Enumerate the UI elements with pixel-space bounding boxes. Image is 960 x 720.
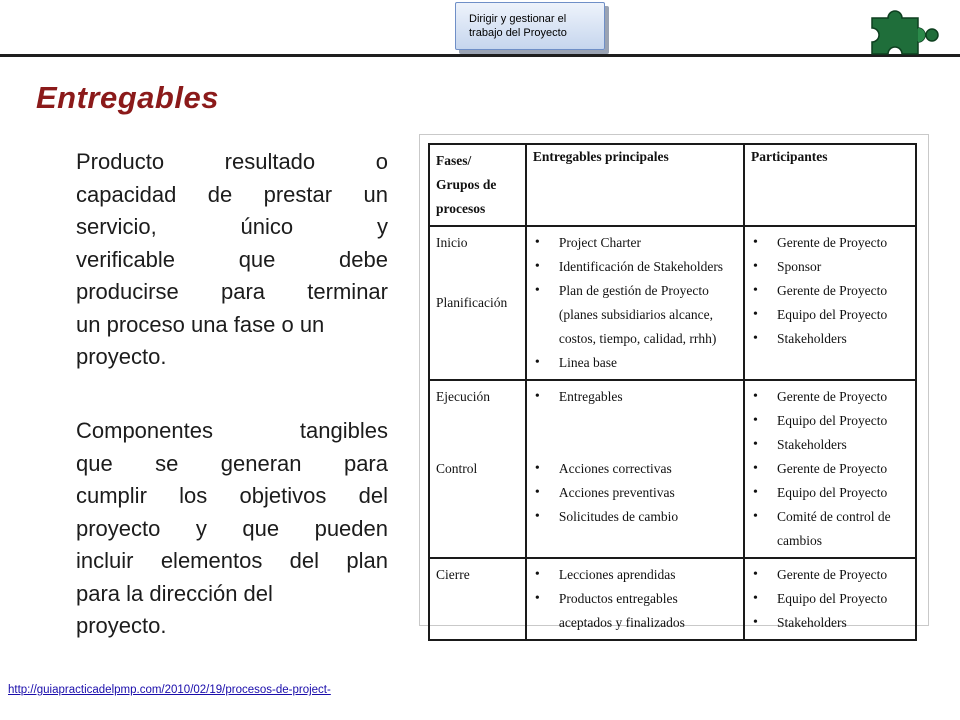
list-item: • Equipo del Proyecto [751, 409, 909, 433]
deliverables-cell [526, 558, 744, 640]
list-item: • Entregables [533, 385, 737, 409]
phase-label: Control [436, 461, 478, 476]
phase-cell [429, 380, 526, 558]
paragraph-line: Componentes tangibles [76, 418, 388, 443]
list-item: • Stakeholders [751, 611, 909, 635]
paragraph-line: un proceso una fase o un [76, 311, 325, 337]
list-item-continuation: aceptados y finalizados [558, 615, 685, 630]
process-header-line-2: trabajo del Proyecto [469, 27, 567, 39]
deliverables-table [428, 143, 917, 641]
paragraph-line: incluir elementos del plan [76, 548, 388, 573]
list-item [751, 505, 909, 553]
list-item: • Gerente de Proyecto [751, 563, 909, 587]
deliverables-cell [526, 226, 744, 380]
header-fases-line: Grupos de [436, 177, 497, 192]
puzzle-piece-icon [858, 4, 942, 66]
header-fases [429, 144, 526, 226]
phase-cell [429, 226, 526, 380]
header-entregables: Entregables principales [526, 144, 744, 226]
header-participantes: Participantes [744, 144, 916, 226]
process-header-line-1: Dirigir y gestionar el [469, 13, 567, 25]
list-item: • Project Charter [533, 231, 737, 255]
table-row [429, 226, 916, 380]
list-item-text: Plan de gestión de Proyecto [558, 283, 709, 298]
paragraph-line: capacidad de prestar un [76, 181, 388, 207]
participants-cell [744, 380, 916, 558]
list-item-text: Comité de control de [776, 509, 891, 524]
list-item: • Solicitudes de cambio [533, 505, 737, 529]
list-item [533, 587, 737, 635]
list-item-continuation: (planes subsidiarios alcance, [558, 307, 713, 322]
list-item: • Linea base [533, 351, 737, 375]
participants-cell [744, 558, 916, 640]
list-item: • Gerente de Proyecto [751, 231, 909, 255]
top-divider [0, 54, 960, 57]
list-item: • Gerente de Proyecto [751, 457, 909, 481]
table-row [429, 558, 916, 640]
list-item-continuation: cambios [776, 533, 822, 548]
components-paragraph [76, 415, 388, 643]
phase-cell [429, 558, 526, 640]
source-link[interactable]: http://guiapracticadelpmp.com/2010/02/19/procesos-de-project- [8, 684, 331, 696]
table-row [429, 380, 916, 558]
paragraph-line: proyecto. [76, 613, 167, 638]
header-fases-line: Fases/ [436, 153, 472, 168]
header-fases-line: procesos [436, 201, 486, 216]
list-item-continuation: costos, tiempo, calidad, rrhh) [558, 331, 717, 346]
list-item: • Stakeholders [751, 433, 909, 457]
paragraph-line: producirse para terminar [76, 279, 388, 304]
phase-label: Planificación [436, 295, 508, 310]
list-item: • Lecciones aprendidas [533, 563, 737, 587]
paragraph-line: verificable que debe [76, 246, 388, 272]
list-item: • Acciones correctivas [533, 457, 737, 481]
list-item: • Acciones preventivas [533, 481, 737, 505]
list-item-text: Productos entregables [558, 591, 678, 606]
list-item: • Sponsor [751, 255, 909, 279]
definition-paragraph [76, 146, 388, 374]
paragraph-line: para la dirección del [76, 580, 273, 606]
list-item: • Equipo del Proyecto [751, 587, 909, 611]
deliverables-table-image [419, 134, 929, 630]
list-item: • Equipo del Proyecto [751, 481, 909, 505]
process-header-box [455, 2, 605, 50]
paragraph-line: que se generan para [76, 450, 388, 476]
list-item [533, 279, 737, 351]
page-title: Entregables [36, 80, 219, 115]
list-item: • Identificación de Stakeholders [533, 255, 737, 279]
paragraph-line: cumplir los objetivos del [76, 483, 388, 508]
paragraph-line: Producto resultado o [76, 149, 388, 174]
paragraph-line: proyecto. [76, 344, 167, 369]
list-item: • Gerente de Proyecto [751, 279, 909, 303]
phase-label: Ejecución [436, 389, 490, 404]
paragraph-line: proyecto y que pueden [76, 515, 388, 541]
list-item: • Gerente de Proyecto [751, 385, 909, 409]
table-header-row [429, 144, 916, 226]
phase-label: Inicio [436, 235, 468, 250]
paragraph-line: servicio, único y [76, 214, 388, 239]
participants-cell [744, 226, 916, 380]
deliverables-cell [526, 380, 744, 558]
phase-label: Cierre [436, 567, 470, 582]
list-item: • Stakeholders [751, 327, 909, 351]
list-item: • Equipo del Proyecto [751, 303, 909, 327]
